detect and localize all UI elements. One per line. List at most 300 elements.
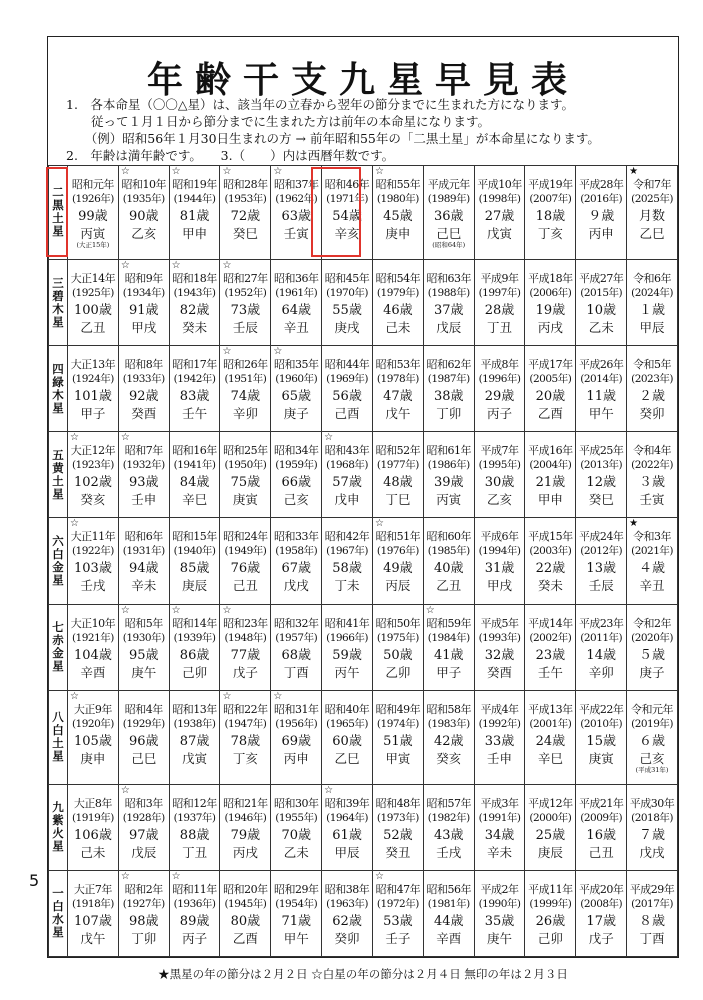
year-cell: [627, 259, 678, 345]
year-cell-content: [119, 605, 169, 690]
year-cell-content: [220, 691, 270, 784]
age-value: 23歳: [535, 647, 566, 663]
era-label: 令和4年: [633, 444, 672, 458]
era-label: 大正9年: [73, 702, 112, 716]
era-label: 平成元年: [427, 178, 470, 191]
eto-value: 壬午: [537, 664, 563, 680]
year-cell-content: [576, 518, 626, 603]
eto-value: 乙巳: [334, 750, 360, 766]
year-cell: [474, 259, 525, 345]
eto-value: 癸亥: [80, 492, 106, 508]
year-cell: [576, 870, 627, 956]
era-label: 昭和56年: [426, 882, 471, 896]
eto-value: 庚午: [131, 664, 157, 680]
year-cell-content: [373, 691, 423, 784]
eto-value: 己丑: [588, 844, 614, 860]
age-value: 48歳: [383, 475, 413, 491]
era-label: 令和2年: [633, 616, 672, 630]
age-value: 91歳: [128, 302, 159, 318]
eto-value: 甲子: [436, 664, 462, 680]
year-cell: [322, 690, 373, 784]
white-star-icon: ☆: [120, 870, 130, 882]
year-cell-content: [373, 166, 423, 259]
western-year: (2002年): [529, 631, 572, 644]
western-year: (1998年): [478, 193, 521, 205]
year-cell-content: [322, 260, 372, 345]
star-name-char: 土: [52, 473, 64, 488]
year-cell: [169, 346, 220, 432]
western-year: (2013年): [580, 459, 623, 472]
era-label: 昭和51年: [375, 530, 421, 544]
year-cell-content: [373, 871, 423, 956]
year-cell: [525, 346, 576, 432]
year-cell-content: [576, 432, 626, 517]
eto-value: 乙未: [588, 319, 614, 335]
year-cell: [474, 346, 525, 432]
eto-value: 庚午: [487, 930, 513, 946]
year-cell: [423, 432, 474, 518]
era-label: 昭和3年: [124, 796, 163, 810]
year-cell-content: [170, 346, 220, 431]
year-cell: [474, 518, 525, 604]
age-value: 月数: [639, 209, 666, 224]
eto-value: 庚寅: [232, 492, 258, 508]
era-note: (大正15年): [76, 241, 110, 249]
year-cell: [169, 259, 220, 345]
western-year: (2011年): [580, 631, 623, 644]
star-name: [49, 432, 67, 517]
star-name-char: 紫: [52, 813, 64, 828]
year-cell-content: [627, 785, 677, 870]
year-cell-content: [475, 691, 525, 784]
era-label: 昭和19年: [172, 178, 217, 191]
western-year: (1935年): [122, 193, 165, 205]
era-label: 昭和33年: [273, 530, 319, 544]
white-star-icon: ☆: [70, 518, 79, 530]
eto-value: 戊辰: [436, 319, 462, 335]
western-year: (1975年): [376, 631, 419, 644]
star-name-char: 白: [52, 723, 64, 738]
notes: [66, 96, 600, 164]
western-year: (1971年): [326, 193, 369, 205]
eto-value: 癸未: [182, 319, 208, 335]
era-label: 昭和8年: [124, 358, 163, 372]
western-year: (1943年): [173, 286, 216, 299]
highlight-cell-box: [311, 167, 361, 257]
era-label: 昭和28年: [223, 178, 268, 191]
era-label: 昭和2年: [124, 882, 163, 896]
year-cell: [576, 784, 627, 870]
eto-value: 乙亥: [487, 492, 513, 508]
era-note: (昭和64年): [432, 241, 466, 249]
eto-value: 己巳: [436, 226, 462, 241]
western-year: (1926年): [71, 193, 114, 205]
western-year: (1956年): [275, 717, 318, 730]
western-year: (2025年): [631, 193, 674, 205]
age-value: 22歳: [535, 561, 566, 577]
age-value: 81歳: [179, 209, 210, 224]
era-label: 昭和45年: [324, 271, 370, 285]
year-cell: [68, 690, 119, 784]
eto-value: 癸卯: [334, 930, 360, 946]
year-cell: [474, 166, 525, 260]
table-row: [49, 432, 678, 518]
year-cell-content: [475, 166, 525, 259]
eto-value: 乙巳: [639, 226, 665, 241]
age-value: 98歳: [128, 913, 159, 929]
age-value: 43歳: [433, 827, 464, 843]
year-cell: [525, 690, 576, 784]
star-name-char: 星: [52, 749, 64, 764]
white-star-icon: ☆: [171, 259, 181, 271]
year-cell-content: [627, 166, 677, 259]
western-year: (1957年): [275, 631, 318, 644]
age-value: 39歳: [433, 475, 464, 491]
white-star-icon: ☆: [324, 432, 334, 444]
eto-value: 戊子: [232, 664, 258, 680]
year-cell: [68, 604, 119, 690]
year-cell-content: [271, 871, 321, 956]
star-name-char: 碧: [52, 288, 64, 303]
era-label: 昭和20年: [223, 882, 268, 896]
era-label: 昭和11年: [172, 882, 217, 896]
eto-value: 癸酉: [131, 406, 157, 422]
era-label: 大正12年: [70, 444, 116, 458]
age-value: 95歳: [128, 647, 159, 663]
year-cell: [423, 690, 474, 784]
year-cell: [169, 604, 220, 690]
age-value: 106歳: [74, 827, 112, 843]
era-label: 平成17年: [528, 358, 573, 372]
year-cell: [220, 518, 271, 604]
western-year: (1925年): [71, 286, 114, 299]
age-value: 18歳: [535, 209, 566, 224]
year-cell: [271, 346, 322, 432]
eto-value: 戊申: [334, 492, 360, 508]
eto-value: 甲辰: [334, 844, 360, 860]
year-cell: [169, 784, 220, 870]
eto-value: 壬子: [385, 930, 411, 946]
era-label: 平成5年: [480, 616, 519, 630]
age-value: 79歳: [230, 827, 261, 843]
year-cell: [627, 604, 678, 690]
era-label: 大正13年: [70, 358, 116, 372]
year-cell: [322, 870, 373, 956]
eto-value: 辛酉: [80, 664, 106, 680]
star-name-char: 二: [52, 185, 64, 200]
eto-value: 丁卯: [131, 930, 157, 946]
year-cell-content: [170, 518, 220, 603]
western-year: (2003年): [529, 545, 572, 558]
era-label: 昭和24年: [223, 530, 268, 544]
era-label: 昭和40年: [324, 702, 370, 716]
star-name-char: 緑: [52, 374, 64, 389]
eto-value: 庚寅: [588, 750, 614, 766]
western-year: (1918年): [71, 897, 114, 910]
star-name-cell: [49, 346, 68, 432]
eto-value: 辛未: [487, 844, 513, 860]
eto-value: 乙丑: [436, 578, 462, 594]
western-year: (1946年): [224, 811, 267, 824]
western-year: (1933年): [122, 373, 165, 386]
western-year: (1976年): [376, 545, 419, 558]
year-cell-content: [475, 785, 525, 870]
age-value: ６歳: [639, 733, 666, 749]
eto-value: 壬戌: [80, 578, 106, 594]
western-year: (1939年): [173, 631, 216, 644]
era-label: 昭和14年: [172, 616, 217, 630]
western-year: (1967年): [326, 545, 369, 558]
year-cell-content: [322, 785, 372, 870]
western-year: (1945年): [224, 897, 267, 910]
western-year: (2010年): [580, 717, 623, 730]
year-cell-content: [373, 785, 423, 870]
era-label: 昭和59年: [426, 616, 471, 630]
year-cell-content: [271, 432, 321, 517]
year-cell: [372, 346, 423, 432]
era-label: 昭和53年: [375, 358, 421, 372]
era-label: 昭和13年: [172, 702, 217, 716]
year-cell: [271, 784, 322, 870]
year-cell-content: [576, 166, 626, 259]
western-year: (1922年): [71, 545, 114, 558]
era-label: 昭和12年: [172, 796, 217, 810]
western-year: (1960年): [275, 373, 318, 386]
year-cell-content: [424, 605, 474, 690]
age-value: 31歳: [484, 561, 515, 577]
star-name-char: 四: [52, 361, 64, 376]
star-name-char: 星: [52, 224, 64, 239]
age-value: 20歳: [535, 389, 566, 405]
age-value: 14歳: [586, 647, 616, 663]
western-year: (1994年): [478, 545, 521, 558]
year-cell-content: [220, 605, 270, 690]
era-label: 平成27年: [578, 271, 624, 285]
era-label: 昭和42年: [324, 530, 370, 544]
year-cell-content: [475, 432, 525, 517]
age-value: 64歳: [281, 302, 311, 318]
year-cell: [68, 346, 119, 432]
year-cell: [576, 346, 627, 432]
year-cell: [525, 604, 576, 690]
eto-value: 戊午: [80, 930, 106, 946]
age-value: 63歳: [281, 209, 311, 224]
era-label: 平成25年: [578, 444, 624, 458]
eto-value: 壬午: [182, 406, 208, 422]
western-year: (1930年): [122, 631, 165, 644]
era-label: 昭和16年: [172, 444, 217, 458]
year-cell-content: [119, 432, 169, 517]
star-name-char: 赤: [52, 633, 64, 648]
age-value: 58歳: [332, 561, 362, 577]
star-name: [49, 518, 67, 603]
year-cell: [118, 259, 169, 345]
year-cell-content: [170, 432, 220, 517]
era-label: 昭和21年: [223, 796, 268, 810]
year-cell: [627, 518, 678, 604]
era-label: 昭和35年: [273, 358, 319, 372]
star-name: [49, 785, 67, 870]
western-year: (1951年): [224, 373, 267, 386]
eto-value: 丁未: [334, 578, 360, 594]
age-value: 89歳: [179, 913, 210, 929]
era-label: 令和7年: [633, 178, 672, 191]
year-cell-content: [170, 605, 220, 690]
age-value: 67歳: [281, 561, 311, 577]
era-label: 昭和26年: [223, 358, 268, 372]
western-year: (1983年): [427, 717, 470, 730]
age-value: 84歳: [179, 475, 210, 491]
eto-value: 戊辰: [131, 844, 157, 860]
western-year: (2014年): [580, 373, 623, 386]
white-star-icon: ☆: [222, 690, 232, 702]
black-star-icon: ★: [629, 518, 639, 530]
year-cell-content: [475, 605, 525, 690]
year-cell-content: [576, 605, 626, 690]
white-star-icon: ☆: [222, 259, 232, 271]
year-cell: [525, 784, 576, 870]
western-year: (1959年): [275, 459, 318, 472]
eto-value: 辛卯: [232, 406, 258, 422]
year-cell: [271, 259, 322, 345]
era-label: 昭和4年: [124, 702, 163, 716]
eto-value: 乙卯: [385, 664, 411, 680]
white-star-icon: ☆: [374, 166, 384, 177]
era-label: 大正8年: [73, 796, 112, 810]
white-star-icon: ☆: [120, 432, 130, 444]
year-cell-content: [220, 871, 270, 956]
table-row: [49, 870, 678, 956]
year-cell: [423, 784, 474, 870]
western-year: (1963年): [326, 897, 369, 910]
era-label: 平成8年: [480, 358, 519, 372]
eto-value: 己卯: [537, 930, 563, 946]
year-cell-content: [627, 432, 677, 517]
western-year: (1924年): [71, 373, 114, 386]
western-year: (1958年): [275, 545, 318, 558]
western-year: (2009年): [580, 811, 623, 824]
era-label: 平成23年: [578, 616, 624, 630]
year-cell: [68, 432, 119, 518]
year-cell-content: [68, 785, 118, 870]
eto-value: 辛丑: [639, 578, 665, 594]
year-cell: [322, 604, 373, 690]
eto-value: 庚子: [283, 406, 309, 422]
star-name-char: 七: [52, 620, 64, 635]
year-cell: [118, 166, 169, 260]
era-label: 昭和22年: [223, 702, 268, 716]
white-star-icon: ☆: [171, 166, 181, 177]
year-cell: [68, 166, 119, 260]
eto-value: 辛未: [131, 578, 157, 594]
western-year: (1929年): [122, 717, 165, 730]
western-year: (2015年): [580, 286, 623, 299]
age-value: 10歳: [586, 302, 616, 318]
year-cell: [118, 518, 169, 604]
era-label: 昭和55年: [375, 178, 421, 191]
eto-value: 己酉: [334, 406, 360, 422]
age-value: 46歳: [383, 302, 413, 318]
star-name-char: 木: [52, 387, 64, 402]
year-cell-content: [576, 691, 626, 784]
white-star-icon: ☆: [374, 518, 384, 530]
eto-value: 庚申: [385, 226, 411, 241]
era-label: 平成4年: [480, 702, 519, 716]
year-cell-content: [576, 871, 626, 956]
year-cell-content: [68, 871, 118, 956]
eto-value: 癸卯: [639, 406, 665, 422]
age-value: 24歳: [535, 733, 566, 749]
year-cell-content: [424, 166, 474, 259]
star-name-char: 水: [52, 912, 64, 927]
eto-value: 甲申: [182, 226, 208, 241]
eto-value: 甲午: [283, 930, 309, 946]
note-line: 従って１月１日から節分までに生まれた方は前年の本命星になります。: [66, 114, 491, 129]
age-table: [48, 165, 678, 957]
eto-value: 丁丑: [182, 844, 208, 860]
eto-value: 庚申: [80, 750, 106, 766]
year-cell: [169, 518, 220, 604]
western-year: (2005年): [529, 373, 572, 386]
star-name-char: 白: [52, 899, 64, 914]
western-year: (1936年): [173, 897, 216, 910]
western-year: (1942年): [173, 373, 216, 386]
eto-value: 癸巳: [232, 226, 258, 241]
highlight-star-box: [46, 167, 68, 257]
western-year: (2001年): [529, 717, 572, 730]
year-cell-content: [475, 346, 525, 431]
western-year: (1954年): [275, 897, 318, 910]
year-cell: [423, 870, 474, 956]
year-cell: [220, 259, 271, 345]
year-cell: [474, 432, 525, 518]
era-label: 昭和52年: [375, 444, 421, 458]
year-cell-content: [627, 346, 677, 431]
era-label: 昭和44年: [324, 358, 370, 372]
eto-value: 丙午: [334, 664, 360, 680]
year-cell: [220, 784, 271, 870]
western-year: (1947年): [224, 717, 267, 730]
year-cell: [169, 432, 220, 518]
era-label: 平成10年: [477, 178, 522, 191]
era-label: 昭和61年: [426, 444, 471, 458]
western-year: (1950年): [224, 459, 267, 472]
eto-value: 壬寅: [639, 492, 665, 508]
eto-value: 丙戌: [232, 844, 258, 860]
year-cell: [474, 604, 525, 690]
year-cell: [169, 166, 220, 260]
age-value: 78歳: [230, 733, 261, 749]
western-year: (1984年): [427, 631, 470, 644]
western-year: (2016年): [580, 193, 623, 205]
age-value: 88歳: [179, 827, 210, 843]
year-cell-content: [119, 871, 169, 956]
era-label: 平成24年: [578, 530, 624, 544]
year-cell-content: [373, 518, 423, 603]
year-cell-content: [119, 518, 169, 603]
age-value: 60歳: [332, 733, 362, 749]
eto-value: 丙子: [182, 930, 208, 946]
eto-value: 庚戌: [334, 319, 360, 335]
age-value: 94歳: [128, 561, 159, 577]
eto-value: 己丑: [232, 578, 258, 594]
year-cell-content: [119, 260, 169, 345]
western-year: (2017年): [631, 897, 674, 910]
western-year: (1927年): [122, 897, 165, 910]
eto-value: 戊寅: [182, 750, 208, 766]
eto-value: 丙戌: [537, 319, 563, 335]
table-row: [49, 604, 678, 690]
